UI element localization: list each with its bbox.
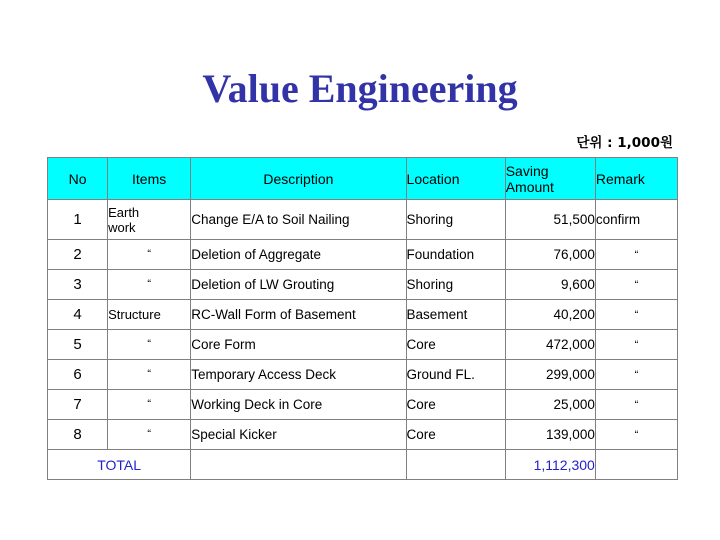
cell-description: Deletion of LW Grouting — [191, 270, 406, 300]
cell-amount: 40,200 — [505, 300, 595, 330]
saving-amount-line2: Amount — [505, 178, 554, 195]
cell-amount: 51,500 — [505, 200, 595, 240]
cell-location: Ground FL. — [406, 360, 505, 390]
cell-remark: confirm — [595, 200, 677, 240]
cell-remark: “ — [595, 300, 677, 330]
cell-amount: 76,000 — [505, 240, 595, 270]
table-row — [48, 270, 678, 300]
total-description — [191, 450, 406, 480]
column-header-description: Description — [191, 158, 406, 200]
value-engineering-table — [47, 157, 678, 480]
table-row — [48, 240, 678, 270]
cell-description: Deletion of Aggregate — [191, 240, 406, 270]
cell-no: 7 — [48, 390, 108, 420]
saving-amount-line1: Saving — [505, 162, 549, 179]
cell-items: “ — [108, 240, 191, 270]
column-header-location: Location — [406, 158, 505, 200]
table-row — [48, 360, 678, 390]
cell-description: Change E/A to Soil Nailing — [191, 200, 406, 240]
cell-location: Shoring — [406, 200, 505, 240]
cell-no: 6 — [48, 360, 108, 390]
cell-items: “ — [108, 330, 191, 360]
cell-description: Temporary Access Deck — [191, 360, 406, 390]
cell-items: Structure — [108, 300, 191, 330]
cell-amount: 25,000 — [505, 390, 595, 420]
unit-note: 단위 : 1,000원 — [576, 135, 673, 151]
column-header-items: Items — [108, 158, 191, 200]
cell-no: 8 — [48, 420, 108, 450]
cell-remark: “ — [595, 360, 677, 390]
cell-remark: “ — [595, 390, 677, 420]
cell-remark: “ — [595, 240, 677, 270]
total-remark — [595, 450, 677, 480]
cell-remark: “ — [595, 270, 677, 300]
table-header — [48, 158, 678, 200]
column-header-no: No — [48, 158, 108, 200]
cell-location: Basement — [406, 300, 505, 330]
cell-remark: “ — [595, 330, 677, 360]
table-row — [48, 300, 678, 330]
cell-no: 2 — [48, 240, 108, 270]
table-total-row — [48, 450, 678, 480]
cell-remark: “ — [595, 420, 677, 450]
cell-location: Foundation — [406, 240, 505, 270]
table-row — [48, 200, 678, 240]
items-line1: Earth — [108, 204, 140, 220]
cell-description: Special Kicker — [191, 420, 406, 450]
cell-amount: 472,000 — [505, 330, 595, 360]
page-title: Value Engineering — [202, 66, 518, 111]
total-amount: 1,112,300 — [505, 450, 595, 480]
items-line2: work — [108, 219, 136, 235]
table-row — [48, 390, 678, 420]
cell-items: “ — [108, 390, 191, 420]
cell-no: 3 — [48, 270, 108, 300]
cell-description: Working Deck in Core — [191, 390, 406, 420]
table-row — [48, 420, 678, 450]
table-body — [48, 200, 678, 480]
cell-no: 1 — [48, 200, 108, 240]
cell-items: “ — [108, 270, 191, 300]
cell-amount: 9,600 — [505, 270, 595, 300]
cell-location: Core — [406, 390, 505, 420]
value-engineering-table-wrapper — [47, 157, 678, 480]
column-header-saving-amount — [505, 158, 595, 200]
cell-items — [108, 200, 191, 240]
table-header-row — [48, 158, 678, 200]
cell-no: 4 — [48, 300, 108, 330]
cell-amount: 299,000 — [505, 360, 595, 390]
cell-items: “ — [108, 360, 191, 390]
total-location — [406, 450, 505, 480]
cell-description: RC-Wall Form of Basement — [191, 300, 406, 330]
column-header-remark: Remark — [595, 158, 677, 200]
cell-items: “ — [108, 420, 191, 450]
cell-location: Core — [406, 330, 505, 360]
table-row — [48, 330, 678, 360]
total-label: TOTAL — [48, 450, 191, 480]
cell-location: Core — [406, 420, 505, 450]
cell-description: Core Form — [191, 330, 406, 360]
cell-no: 5 — [48, 330, 108, 360]
cell-location: Shoring — [406, 270, 505, 300]
cell-amount: 139,000 — [505, 420, 595, 450]
